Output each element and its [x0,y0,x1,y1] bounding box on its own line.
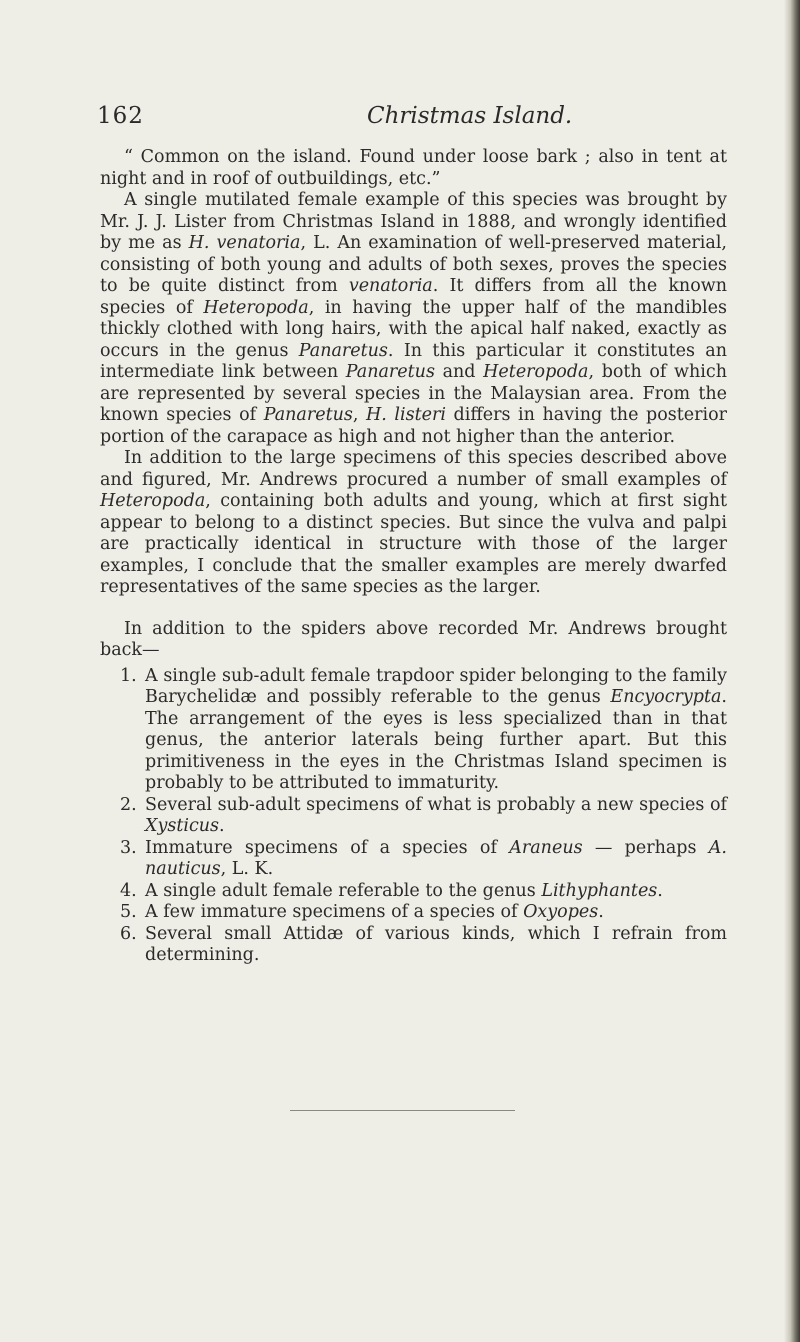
list-item [100,881,727,903]
text-run: . [219,816,225,836]
genus-name: Araneus [509,837,583,858]
text-run: differs in having the posterior portion of the carapace as high and not higher than the anterior. [100,405,727,447]
page-body [100,147,727,967]
list-item [100,795,727,838]
list-number: 6. [120,923,137,944]
paragraph-small-specimens [100,448,727,599]
text-run: — perhaps [582,837,709,858]
genus-name: Panaretus [263,405,353,425]
genus-name: Oxyopes [523,902,599,922]
section-rule [290,1110,515,1111]
page-edge-shadow [784,0,800,1342]
list-number: 2. [120,794,137,815]
genus-name: Panaretus [345,362,435,382]
specimen-list [100,666,727,967]
species-name: H. venatoria [188,233,301,253]
list-item [100,666,727,795]
species-name: venatoria [348,276,433,296]
species-name: A. nauticus [145,837,727,879]
text-run: , L. An examination of well-preserved material, consisting of both young and adults of both sexes, proves the species to be quite distinct from [100,233,727,296]
text-run: A single adult female referable to the genus [145,880,542,901]
paragraph-species-remarks [100,190,727,448]
list-number: 1. [120,665,137,686]
text-run: In addition to the large specimens of this species described above and figured, Mr. Andrews procured a number of small examples of [100,448,727,490]
genus-name: Encyocrypta [610,687,722,707]
text-run: , in having the upper half of the mandibles thickly clothed with long hairs, with the apical half naked, exactly as occurs in the genus [100,297,727,361]
text-run: . [598,902,604,922]
genus-name: Heteropoda [203,297,309,318]
paragraph-quotation: “ Common on the island. Found under loose bark ; also in tent at night and in roof of outbuildings, etc.” [100,147,727,189]
text-run: . The arrangement of the eyes is less specialized than in that genus, the anterior laterals being further apart. But this primitiveness in the eyes in the Christmas Island specimen is probably to be attributed to immaturity. [145,687,727,793]
list-number: 5. [120,902,137,922]
text-run: and [434,362,484,382]
species-name: H. listeri [366,405,446,425]
text-run: Several small Attidæ of various kinds, which I refrain from determining. [145,923,727,965]
list-item [100,902,727,924]
text-run: . It differs from all the known species of [100,276,727,318]
text-run: Immature specimens of a species of [145,837,510,858]
text-run: , containing both adults and young, which at first sight appear to belong to a distinct species. But since the vulva and palpi are practically identical in structure with those of the larger examples, I conclude that the smaller examples are merely dwarfed representatives of the same species as the larger. [100,491,727,597]
text-run: A single mutilated female example of this species was brought by Mr. J. J. Lister from Christmas Island in 1888, and wrongly identified by me as [100,190,727,253]
text-run: . [657,880,663,901]
running-title: Christmas Island. [367,103,573,129]
text-run: , L. K. [220,859,274,879]
list-item [100,924,727,967]
page-number: 162 [97,103,144,129]
list-number: 4. [120,880,137,901]
genus-name: Lithyphantes [541,880,658,901]
text-run: A few immature specimens of a species of [145,902,524,922]
list-item [100,838,727,881]
list-number: 3. [120,837,137,858]
genus-name: Panaretus [298,340,388,361]
text-run: . In this particular it constitutes an intermediate link between [100,340,727,382]
genus-name: Heteropoda [483,362,589,382]
paragraph-list-intro: In addition to the spiders above recorded Mr. Andrews brought back— [100,618,727,660]
genus-name: Heteropoda [100,491,206,511]
genus-name: Xysticus [145,816,220,836]
text-run: , [352,405,367,425]
running-head [97,103,727,133]
text-run: Several sub-adult specimens of what is probably a new species of [145,794,727,815]
text-run: , both of which are represented by several species in the Malaysian area. From the known species of [100,362,727,425]
text-run: A single sub-adult female trapdoor spider belonging to the family Barychelidæ and possibly referable to the genus [145,665,727,707]
